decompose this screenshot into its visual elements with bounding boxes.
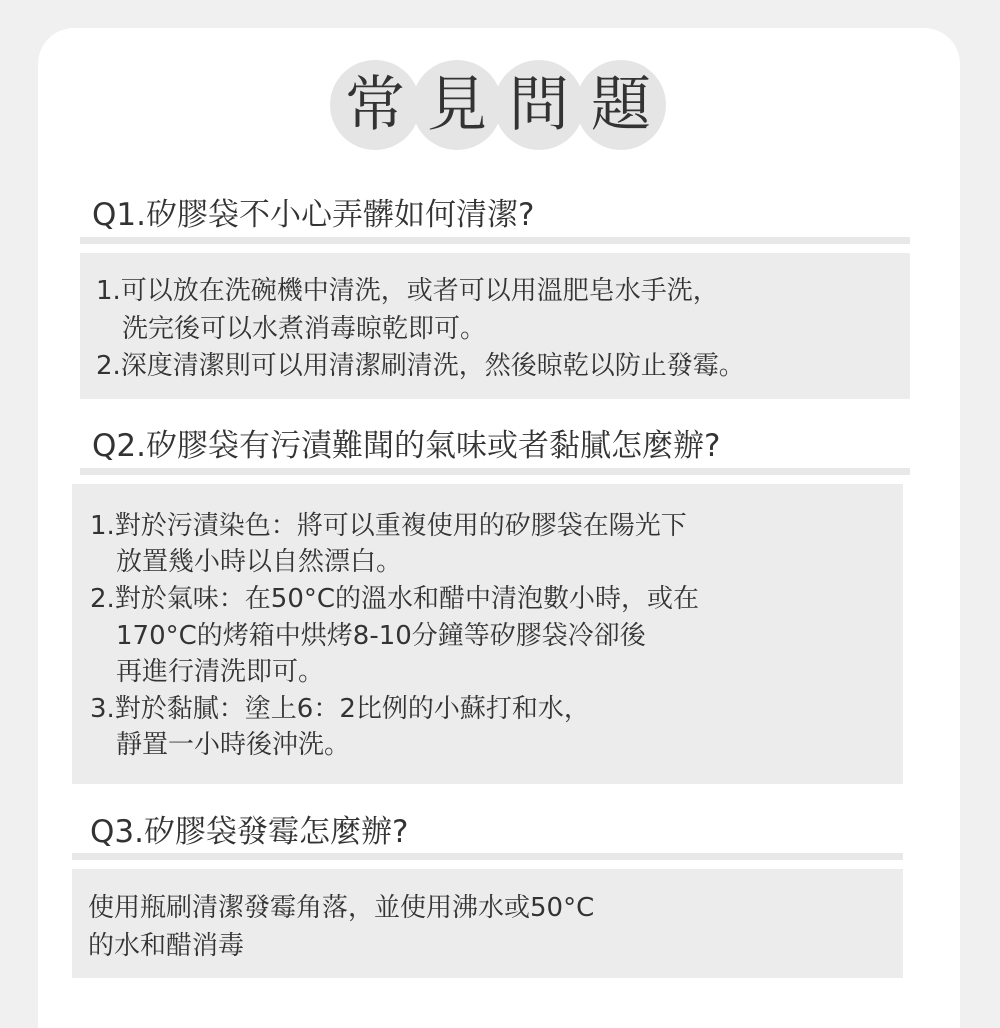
question-divider — [72, 853, 903, 860]
faq-answer-1 — [80, 253, 910, 399]
title-char: 見 — [427, 70, 487, 140]
faq-question-1: Q1.矽膠袋不小心弄髒如何清潔? — [92, 197, 535, 233]
faq-question-3: Q3.矽膠袋發霉怎麼辦? — [90, 814, 409, 850]
page-title — [0, 60, 1000, 150]
question-divider — [80, 468, 910, 475]
faq-answer-3 — [72, 869, 903, 978]
title-char: 題 — [591, 70, 651, 140]
faq-answer-2 — [72, 484, 903, 784]
question-divider — [80, 237, 910, 244]
faq-question-2: Q2.矽膠袋有污漬難聞的氣味或者黏膩怎麼辦? — [92, 428, 721, 464]
answer-line: 的水和醋消毒 — [88, 931, 245, 961]
answer-line: 2.深度清潔則可以用清潔刷清洗，然後晾乾以防止發霉。 — [96, 351, 745, 381]
answer-line: 1.對於污漬染色：將可以重複使用的矽膠袋在陽光下 — [90, 511, 687, 541]
answer-line: 使用瓶刷清潔發霉角落，並使用沸水或50°C — [88, 893, 595, 923]
answer-line: 靜置一小時後沖洗。 — [116, 730, 351, 760]
answer-line: 再進行清洗即可。 — [116, 657, 325, 687]
answer-line: 1.可以放在洗碗機中清洗，或者可以用溫肥皂水手洗， — [96, 276, 719, 306]
answer-line: 170°C的烤箱中烘烤8-10分鐘等矽膠袋冷卻後 — [116, 621, 646, 651]
title-char: 常 — [345, 70, 405, 140]
answer-line: 洗完後可以水煮消毒晾乾即可。 — [122, 314, 487, 344]
answer-line: 3.對於黏膩：塗上6：2比例的小蘇打和水， — [90, 694, 590, 724]
answer-line: 放置幾小時以自然漂白。 — [116, 547, 403, 577]
answer-line: 2.對於氣味：在50°C的溫水和醋中清泡數小時，或在 — [90, 584, 700, 614]
title-char: 問 — [509, 70, 569, 140]
